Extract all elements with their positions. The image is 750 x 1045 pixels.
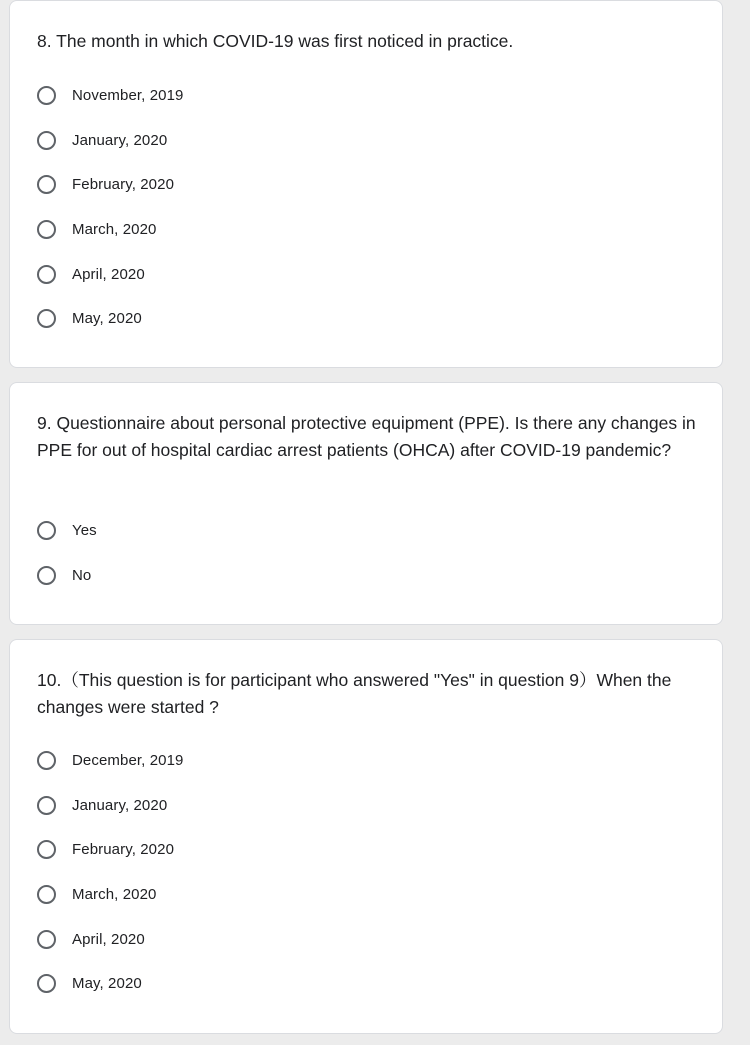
radio-option[interactable] <box>37 296 702 341</box>
radio-button-icon[interactable] <box>37 265 56 284</box>
option-label: May, 2020 <box>72 975 142 993</box>
radio-option[interactable] <box>37 961 702 1006</box>
radio-option[interactable] <box>37 553 702 598</box>
option-label: April, 2020 <box>72 930 145 948</box>
radio-option[interactable] <box>37 252 702 297</box>
radio-group <box>37 73 702 341</box>
radio-button-icon[interactable] <box>37 521 56 540</box>
radio-option[interactable] <box>37 827 702 872</box>
question-title: 8. The month in which COVID-19 was first noticed in practice. <box>37 31 514 51</box>
option-label: No <box>72 566 92 584</box>
option-label: January, 2020 <box>72 796 168 814</box>
radio-option[interactable] <box>37 508 702 553</box>
option-label: February, 2020 <box>72 841 175 859</box>
radio-button-icon[interactable] <box>37 751 56 770</box>
radio-button-icon[interactable] <box>37 131 56 150</box>
radio-button-icon[interactable] <box>37 930 56 949</box>
option-label: Yes <box>72 521 97 539</box>
option-label: May, 2020 <box>72 310 142 328</box>
question-card-8 <box>9 0 723 368</box>
radio-group <box>37 508 702 597</box>
radio-option[interactable] <box>37 207 702 252</box>
option-label: November, 2019 <box>72 86 184 104</box>
question-title: 10.（This question is for participant who answered "Yes" in question 9）When the changes were started ? <box>37 670 672 717</box>
radio-button-icon[interactable] <box>37 885 56 904</box>
radio-button-icon[interactable] <box>37 796 56 815</box>
radio-button-icon[interactable] <box>37 309 56 328</box>
option-label: March, 2020 <box>72 220 157 238</box>
question-card-10 <box>9 639 723 1034</box>
radio-option[interactable] <box>37 783 702 828</box>
radio-option[interactable] <box>37 73 702 118</box>
radio-button-icon[interactable] <box>37 86 56 105</box>
radio-option[interactable] <box>37 118 702 163</box>
radio-option[interactable] <box>37 738 702 783</box>
radio-button-icon[interactable] <box>37 175 56 194</box>
radio-button-icon[interactable] <box>37 566 56 585</box>
radio-button-icon[interactable] <box>37 974 56 993</box>
option-label: February, 2020 <box>72 176 175 194</box>
radio-group <box>37 738 702 1006</box>
option-label: December, 2019 <box>72 751 184 769</box>
question-title: 9. Questionnaire about personal protective equipment (PPE). Is there any changes in PPE for out of hospital cardiac arrest patients (OHCA) after COVID-19 pandemic? <box>37 413 696 460</box>
radio-button-icon[interactable] <box>37 840 56 859</box>
option-label: January, 2020 <box>72 131 168 149</box>
radio-button-icon[interactable] <box>37 220 56 239</box>
radio-option[interactable] <box>37 917 702 962</box>
radio-option[interactable] <box>37 162 702 207</box>
option-label: March, 2020 <box>72 885 157 903</box>
question-card-9 <box>9 382 723 625</box>
option-label: April, 2020 <box>72 265 145 283</box>
radio-option[interactable] <box>37 872 702 917</box>
